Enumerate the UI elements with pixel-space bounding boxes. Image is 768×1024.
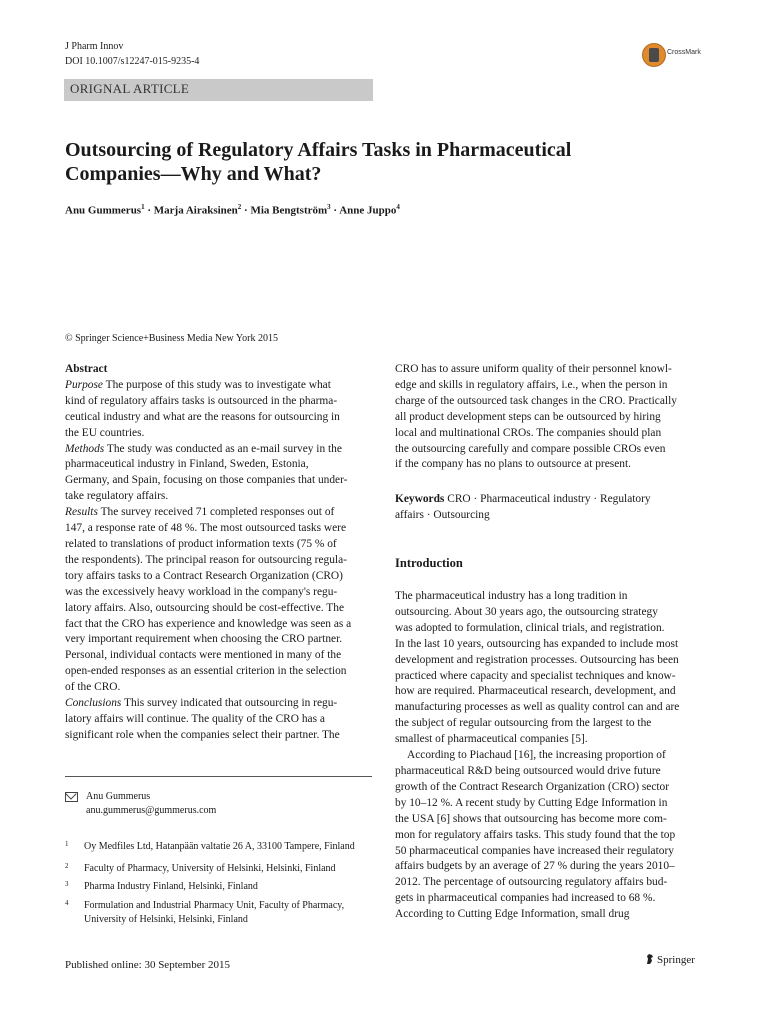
conclusions-label: Conclusions [65,697,122,710]
intro-line: affairs budgets by an average of 27 % during the years 2010– [395,860,675,873]
abstract-line: the respondents). The principal reason for outsourcing regula- [65,553,347,566]
intro-line: According to Piachaud [16], the increasing proportion of [407,749,666,762]
doi[interactable]: DOI 10.1007/s12247-015-9235-4 [65,56,200,67]
intro-line: In the last 10 years, outsourcing has expanded to include most [395,637,679,650]
abstract-line: Results The survey received 71 completed responses out of [65,506,335,519]
affiliation-text: Faculty of Pharmacy, University of Helsinki, Helsinki, Finland [84,863,336,874]
affiliation-number: 4 [65,899,69,907]
crossmark-icon [642,43,666,67]
crossmark-label: CrossMark [667,49,701,56]
abstract-line: the EU countries. [65,426,145,439]
intro-line: The pharmaceutical industry has a long tradition in [395,590,628,602]
intro-line: how are required. Pharmaceutical research, development, and [395,685,676,698]
affiliation-text: Pharma Industry Finland, Helsinki, Finland [84,881,258,892]
abstract-line: ceutical industry and what are the reasons for outsourcing in [65,410,340,423]
abstract-line: the outsourcing carefully and compare possible CROs even [395,442,666,455]
intro-line: manufacturing processes as well as quality control can and are [395,701,680,714]
results-label: Results [65,506,98,519]
article-type-banner [64,79,373,101]
copyright-notice: © Springer Science+Business Media New York 2015 [65,333,278,344]
publisher-logo [645,953,695,966]
intro-line: smallest of pharmaceutical companies [5]. [395,733,588,746]
published-date: Published online: 30 September 2015 [65,959,230,971]
affiliation-text: Oy Medfiles Ltd, Hatanpään valtatie 26 A, 33100 Tampere, Finland [84,841,355,852]
abstract-line: significant role when the companies select their partner. The [65,728,340,741]
section-heading-introduction: Introduction [395,556,463,570]
abstract-line: take regulatory affairs. [65,490,169,503]
author-name[interactable]: Marja Airaksinen [153,204,238,217]
corresponding-email[interactable]: anu.gummerus@gummerus.com [86,805,217,816]
author-name[interactable]: Anu Gummerus [65,204,142,217]
abstract-line: very important requirement when choosing the CRO partner. [65,633,343,646]
abstract-line: tory affairs tasks to a Contract Research Organization (CRO) [65,569,343,582]
intro-line: mon for regulatory affairs tasks. This study found that the top [395,828,676,841]
intro-line: outsourcing. About 30 years ago, the outsourcing strategy [395,605,658,618]
intro-line: was adopted to formulation, clinical trials, and registration. [395,621,665,634]
abstract-line: open-ended responses as an essential criterion in the selection [65,665,347,678]
abstract-line: Purpose The purpose of this study was to investigate what [65,378,331,391]
footnote-divider [65,776,372,777]
intro-line: 2012. The percentage of outsourcing regulatory affairs bud- [395,876,668,889]
keywords-label: Keywords [395,493,445,505]
intro-line: by 10–12 %. A recent study by Cutting Edge Information in [395,796,668,809]
abstract-line: related to translations of product information texts (75 % of [65,537,337,550]
intro-line: the USA [6] shows that outsourcing has become more com- [395,812,667,825]
abstract-line: Germany, and Spain, focusing on those companies that under- [65,474,348,487]
keywords-text: CRO · Pharmaceutical industry · Regulatory [447,493,651,505]
author-sup: 1 [141,203,145,211]
intro-line: growth of the Contract Research Organization (CRO) sector [395,780,670,793]
abstract-line: local and multinational CROs. The companies should plan [395,426,662,439]
purpose-label: Purpose [65,378,103,391]
article-type-label: ORIGNAL ARTICLE [70,81,190,96]
author-sup: 4 [396,203,400,211]
abstract [65,362,373,744]
methods-label: Methods [65,442,105,455]
affiliation-number: 2 [65,862,69,870]
title-line-2: Companies—Why and What? [65,163,322,185]
keywords [395,492,702,524]
author-sup: 2 [237,203,242,211]
affiliation-text: Formulation and Industrial Pharmacy Unit, Faculty of Pharmacy, University of Helsinki, Helsinki, Finland [84,900,345,925]
intro-line: development and registration processes. Outsourcing has been [395,653,679,666]
abstract-line: was the excessively heavy workload in the company's regu- [65,585,338,598]
abstract-line: CRO has to assure uniform quality of their personnel knowl- [395,363,672,375]
abstract-line: of the CRO. [65,681,121,694]
abstract-line: fact that the CRO has experience and knowledge was seen as a [65,617,352,630]
abstract-line: edge and skills in regulatory affairs, i.e., when the person in [395,378,668,391]
author-name[interactable]: Anne Juppo [339,204,397,217]
intro-line: According to Cutting Edge Information, small drug [395,908,630,921]
abstract-continued [395,362,702,473]
corresponding-author: Anu Gummerus [86,791,151,802]
paper-title [65,138,665,186]
abstract-line: if the company has no plans to outsource at present. [395,458,631,471]
publisher-name: Springer [657,954,695,966]
affiliation-number: 1 [65,840,69,848]
abstract-line: Methods The study was conducted as an e-mail survey in the [65,442,342,455]
affiliation-number: 3 [65,880,69,888]
abstract-line: latory affairs. Also, outsourcing should be cost-effective. The [65,601,345,614]
intro-line: gets in pharmaceutical companies had increased to 68 %. [395,892,656,905]
author-name[interactable]: Mia Bengtström [250,204,328,217]
abstract-line: latory affairs will continue. The quality of the CRO has a [65,712,325,725]
abstract-line: all product development steps can be outsourced by hiring [395,410,661,423]
author-list: Anu Gummerus$^1$ · Marja Airaksinen$^2$ · Mia Bengtström$^3$ · Anne Juppo$^4$ [65,203,400,217]
abstract-line: Conclusions This survey indicated that outsourcing in regu- [65,697,338,710]
intro-line: practiced where capacity and specialist techniques and know- [395,669,676,682]
intro-line: pharmaceutical R&D being outsourced would drive future [395,764,661,777]
keywords-text: affairs · Outsourcing [395,508,490,521]
abstract-heading: Abstract [65,363,108,375]
journal-name: J Pharm Innov [65,41,124,52]
author-sup: 3 [327,203,331,211]
abstract-line: pharmaceutical industry in Finland, Sweden, Estonia, [65,458,309,471]
abstract-line: Personal, individual contacts were mentioned in many of the [65,649,342,662]
abstract-line: charge of the outsourced task changes in the CRO. Practically [395,394,677,407]
abstract-line: 147, a response rate of 48 %. The most outsourced tasks were [65,522,347,535]
envelope-icon [65,792,78,802]
introduction-body [395,589,702,923]
intro-line: the subject of regular outsourcing from the largest to the [395,717,652,730]
title-line-1: Outsourcing of Regulatory Affairs Tasks in Pharmaceutical [65,139,572,161]
crossmark-badge[interactable] [642,43,702,69]
intro-line: 50 pharmaceutical companies have increased their regulatory [395,844,674,857]
abstract-line: kind of regulatory affairs tasks is outsourced in the pharma- [65,394,338,407]
springer-horse-icon [645,953,655,965]
